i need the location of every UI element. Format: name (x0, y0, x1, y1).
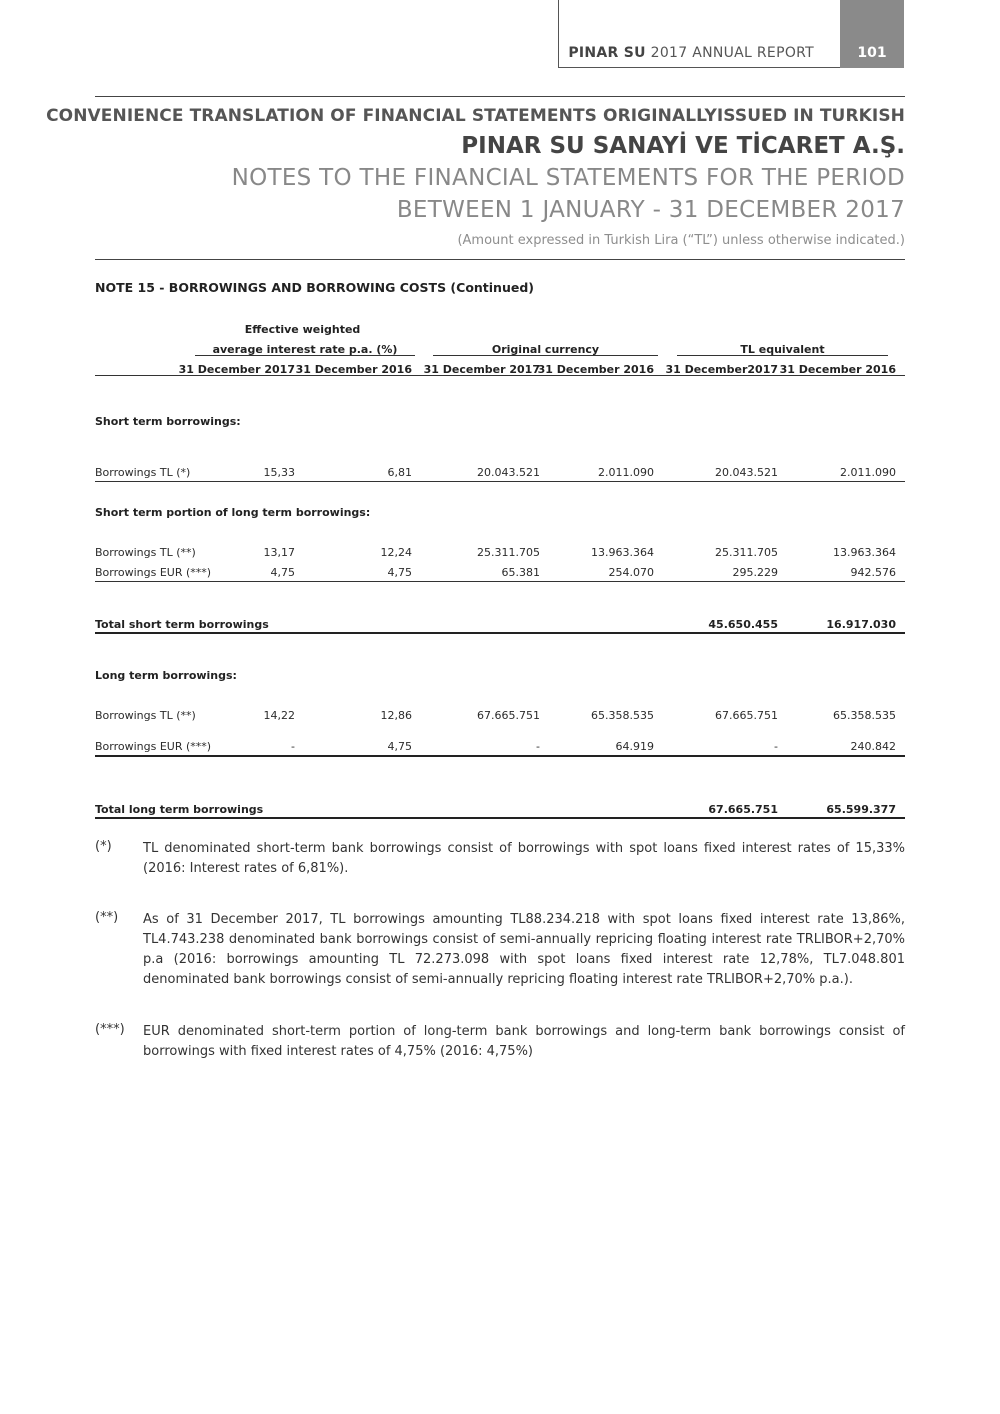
row-rule (95, 481, 905, 482)
heading-translation-note: CONVENIENCE TRANSLATION OF FINANCIAL STATEMENTS ORIGINALLYISSUED IN TURKISH (46, 106, 905, 126)
col-group-orig-underline (433, 355, 658, 356)
heading-bottom-rule (95, 259, 905, 260)
footnote-mark: (**) (95, 910, 119, 925)
row-label: Borrowings TL (**) (95, 709, 196, 722)
cell-tl-2016: 240.842 (850, 740, 896, 753)
cell-tl-2017: 295.229 (732, 566, 778, 579)
row-label: Borrowings TL (*) (95, 466, 191, 479)
cell-orig-2016: 13.963.364 (591, 546, 654, 559)
heading-notes-title: NOTES TO THE FINANCIAL STATEMENTS FOR THE PERIOD (231, 165, 905, 191)
cell-orig-2017: 67.665.751 (477, 709, 540, 722)
heading-period: BETWEEN 1 JANUARY - 31 DECEMBER 2017 (396, 197, 905, 223)
section-short-term-portion: Short term portion of long term borrowings: (95, 506, 371, 519)
cell-rate-2017: 15,33 (263, 466, 295, 479)
cell-tl-2017: 20.043.521 (715, 466, 778, 479)
row-rule (95, 581, 905, 582)
footnote-text: TL denominated short-term bank borrowings consist of borrowings with spot loans fixed interest rates of 15,33% (2016: Interest rates of 6,81%). (143, 841, 905, 876)
cell-rate-2017: 4,75 (270, 566, 295, 579)
cell-orig-2017: - (536, 740, 540, 753)
heading-currency-note: (Amount expressed in Turkish Lira (“TL”) unless otherwise indicated.) (457, 233, 905, 248)
section-long-term: Long term borrowings: (95, 669, 237, 682)
cell-orig-2017: 65.381 (501, 566, 540, 579)
running-header-text (568, 45, 814, 61)
col-group-original-currency: Original currency (491, 343, 600, 356)
section-short-term: Short term borrowings: (95, 415, 241, 428)
total-long-2016: 65.599.377 (826, 803, 896, 816)
cell-orig-2016: 254.070 (608, 566, 654, 579)
cell-tl-2016: 65.358.535 (833, 709, 896, 722)
col-group-tl-underline (677, 355, 888, 356)
footnote-mark: (*) (95, 839, 112, 854)
col-group-tl-equivalent: TL equivalent (740, 343, 825, 356)
footnote-text: As of 31 December 2017, TL borrowings amounting TL88.234.218 with spot loans fixed interest rate 13,86%, TL4.743.238 denominated bank borrowings consist of semi-annually repricing floating interest rate TRLIBOR+2,70% p.a (2016: borrowings amounting TL 72.273.098 with spot loans fixed interest rate 12,78%, TL7.048.801 denominated bank borrowings consist of semi-annually repricing floating interest rate TRLIBOR+2,70% p.a.). (143, 912, 905, 987)
footnote-mark: (***) (95, 1022, 125, 1037)
col-header-tl-2016: 31 December 2016 (779, 363, 896, 376)
col-header-orig-2016: 31 December 2016 (537, 363, 654, 376)
row-rule (95, 755, 905, 757)
total-long-label: Total long term borrowings (95, 803, 264, 816)
row-label: Borrowings TL (**) (95, 546, 196, 559)
cell-tl-2017: 25.311.705 (715, 546, 778, 559)
cell-rate-2016: 4,75 (387, 566, 412, 579)
report-title: 2017 ANNUAL REPORT (650, 45, 814, 61)
running-header-box (558, 0, 840, 68)
cell-rate-2016: 6,81 (387, 466, 412, 479)
cell-rate-2016: 12,24 (380, 546, 412, 559)
cell-tl-2016: 942.576 (850, 566, 896, 579)
cell-orig-2016: 65.358.535 (591, 709, 654, 722)
total-long-rule (95, 817, 905, 819)
report-brand: PINAR SU (568, 45, 646, 61)
heading-top-rule (95, 96, 905, 97)
col-header-rate-2017: 31 December 2017 (178, 363, 295, 376)
total-short-2016: 16.917.030 (826, 618, 896, 631)
heading-company-name: PINAR SU SANAYİ VE TİCARET A.Ş. (461, 133, 905, 159)
col-group-rate-top: Effective weighted (244, 323, 361, 336)
total-short-label: Total short term borrowings (95, 618, 269, 631)
col-header-rate-2016: 31 December 2016 (295, 363, 412, 376)
total-short-rule (95, 632, 905, 634)
col-group-rate-underline (195, 355, 415, 356)
cell-orig-2016: 64.919 (615, 740, 654, 753)
cell-rate-2017: - (291, 740, 295, 753)
table-header-rule (95, 375, 905, 376)
note-title: NOTE 15 - BORROWINGS AND BORROWING COSTS (Continued) (95, 280, 534, 295)
row-label: Borrowings EUR (***) (95, 740, 212, 753)
total-long-2017: 67.665.751 (708, 803, 778, 816)
cell-tl-2017: - (774, 740, 778, 753)
page-number: 101 (857, 45, 887, 61)
cell-orig-2016: 2.011.090 (598, 466, 654, 479)
page-number-box (840, 0, 904, 68)
cell-rate-2017: 14,22 (263, 709, 295, 722)
total-short-2017: 45.650.455 (708, 618, 778, 631)
cell-tl-2016: 2.011.090 (840, 466, 896, 479)
footnote-text: EUR denominated short-term portion of long-term bank borrowings and long-term bank borrowings consist of borrowings with fixed interest rates of 4,75% (2016: 4,75%) (143, 1024, 905, 1059)
cell-rate-2016: 4,75 (387, 740, 412, 753)
col-group-rate: average interest rate p.a. (%) (212, 343, 398, 356)
row-label: Borrowings EUR (***) (95, 566, 212, 579)
cell-tl-2017: 67.665.751 (715, 709, 778, 722)
col-header-orig-2017: 31 December 2017 (423, 363, 540, 376)
cell-rate-2017: 13,17 (263, 546, 295, 559)
cell-tl-2016: 13.963.364 (833, 546, 896, 559)
col-header-tl-2017: 31 December2017 (665, 363, 778, 376)
cell-orig-2017: 20.043.521 (477, 466, 540, 479)
cell-rate-2016: 12,86 (380, 709, 412, 722)
cell-orig-2017: 25.311.705 (477, 546, 540, 559)
